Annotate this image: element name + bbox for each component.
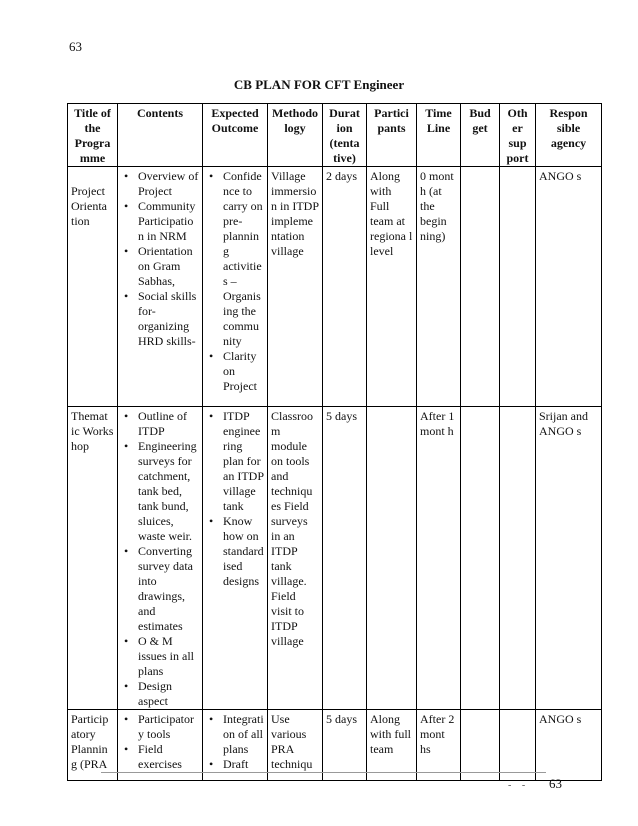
cell-contents (118, 407, 203, 710)
cell-title: Themat ic Works hop (68, 407, 118, 710)
contents-item: • Orientation on Gram Sabhas, (121, 244, 199, 289)
contents-item: • Outline of ITDP (121, 409, 199, 439)
cb-plan-table (67, 103, 602, 781)
table-row (68, 710, 602, 781)
cell-budget (461, 710, 500, 781)
cell-budget (461, 167, 500, 407)
contents-item: • Engineering surveys for catchment, tank bed, tank bund, sluices, waste weir. (121, 439, 199, 544)
footer-divider (101, 772, 546, 773)
cell-participants (367, 407, 417, 710)
page-number-top: 63 (69, 39, 82, 54)
contents-item: • Social skills for- organizing HRD skills- (121, 289, 199, 349)
cell-timeline: 0 mont h (at the begin ning) (417, 167, 461, 407)
cell-title: Project Orienta tion (68, 167, 118, 407)
cell-agency: ANGO s (536, 710, 602, 781)
cell-other-support (500, 407, 536, 710)
cell-duration: 2 days (323, 167, 367, 407)
contents-item: • Field exercises (121, 742, 199, 772)
cell-timeline: After 2 mont hs (417, 710, 461, 781)
table-row (68, 167, 602, 407)
cell-timeline: After 1 mont h (417, 407, 461, 710)
contents-item: • Overview of Project (121, 169, 199, 199)
header-contents: Contents (118, 104, 203, 167)
outcome-item: • ITDP enginee ring plan for an ITDP village tank (206, 409, 264, 514)
outcome-item: • Integrati on of all plans (206, 712, 264, 757)
contents-item: • Converting survey data into drawings, and estimates (121, 544, 199, 634)
cell-agency: ANGO s (536, 167, 602, 407)
cell-other-support (500, 167, 536, 407)
cell-title: Particip atory Plannin g (PRA (68, 710, 118, 781)
table-row (68, 407, 602, 710)
cell-contents (118, 167, 203, 407)
contents-item: • Participator y tools (121, 712, 199, 742)
contents-item: • Community Participatio n in NRM (121, 199, 199, 244)
header-duration: Durat ion (tenta tive) (323, 104, 367, 167)
outcome-item: • Confide nce to carry on pre- plannin g activitie s – Organis ing the commu nity (206, 169, 264, 349)
cell-methodology: Village immersio n in ITDP impleme ntation village (268, 167, 323, 407)
table-header-row (68, 104, 602, 167)
header-other-support: Oth er sup port (500, 104, 536, 167)
contents-item: • Design aspect (121, 679, 199, 709)
header-participants: Partici pants (367, 104, 417, 167)
outcome-item: • Draft (206, 757, 264, 772)
cell-methodology: Use various PRA techniqu (268, 710, 323, 781)
header-outcome: Expected Outcome (203, 104, 268, 167)
cell-agency: Srijan and ANGO s (536, 407, 602, 710)
header-budget: Bud get (461, 104, 500, 167)
cell-other-support (500, 710, 536, 781)
page-number-bottom: 63 (549, 776, 562, 791)
header-agency: Respon sible agency (536, 104, 602, 167)
cell-participants: Along with full team (367, 710, 417, 781)
cell-participants: Along with Full team at regiona l level (367, 167, 417, 407)
outcome-item: • Clarity on Project (206, 349, 264, 394)
cell-budget (461, 407, 500, 710)
contents-item: • O & M issues in all plans (121, 634, 199, 679)
outcome-item: • Know how on standard ised designs (206, 514, 264, 589)
cell-outcome (203, 710, 268, 781)
footer-dashes: - - (508, 780, 530, 791)
header-methodology: Methodo logy (268, 104, 323, 167)
cell-contents (118, 710, 203, 781)
cell-methodology: Classroo m module on tools and techniqu es Field surveys in an ITDP tank village. Field visit to ITDP village (268, 407, 323, 710)
header-title: Title of the Progra mme (68, 104, 118, 167)
cell-outcome (203, 407, 268, 710)
document-title: CB PLAN FOR CFT Engineer (233, 77, 405, 92)
header-timeline: Time Line (417, 104, 461, 167)
cell-duration: 5 days (323, 407, 367, 710)
cell-duration: 5 days (323, 710, 367, 781)
cell-outcome (203, 167, 268, 407)
